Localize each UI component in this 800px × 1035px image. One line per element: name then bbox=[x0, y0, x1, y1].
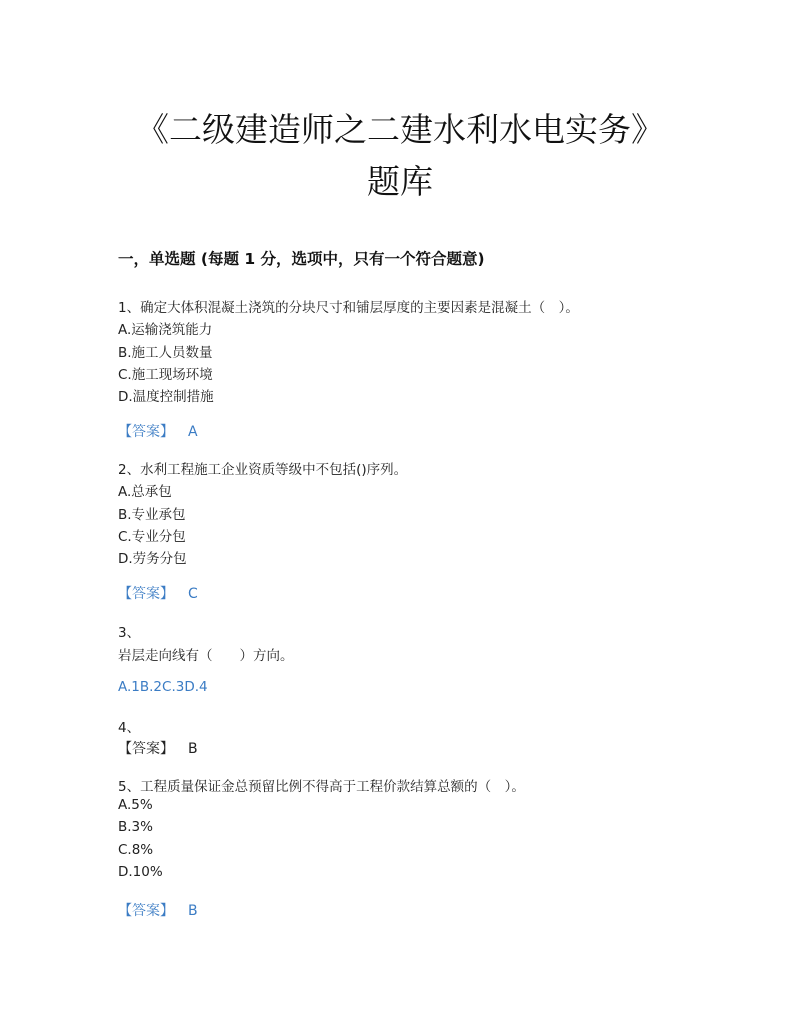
question-5-option-c: C.8% bbox=[118, 842, 154, 858]
answer-value: B bbox=[188, 741, 198, 757]
answer-label: 【答案】 bbox=[118, 903, 174, 919]
question-4-answer bbox=[118, 738, 198, 758]
answer-value: C bbox=[188, 586, 198, 602]
question-2-option-a: A.总承包 bbox=[118, 484, 172, 500]
question-2-option-d: D.劳务分包 bbox=[118, 551, 187, 567]
title-line-1: 《二级建造师之二建水利水电实务》 bbox=[136, 110, 664, 149]
question-2-answer bbox=[118, 583, 198, 603]
question-3-number: 3、 bbox=[118, 625, 141, 641]
question-5-option-d: D.10% bbox=[118, 864, 163, 880]
question-1-stem: 1、确定大体积混凝土浇筑的分块尺寸和铺层厚度的主要因素是混凝土（ ）。 bbox=[118, 300, 579, 316]
answer-value: B bbox=[188, 903, 198, 919]
answer-label: 【答案】 bbox=[118, 586, 174, 602]
question-1-option-d: D.温度控制措施 bbox=[118, 389, 214, 405]
question-2-option-b: B.专业承包 bbox=[118, 507, 186, 523]
question-2-option-c: C.专业分包 bbox=[118, 529, 186, 545]
question-5-option-b: B.3% bbox=[118, 819, 153, 835]
question-5-option-a: A.5% bbox=[118, 797, 153, 813]
question-1-option-a: A.运输浇筑能力 bbox=[118, 322, 213, 338]
question-4-number: 4、 bbox=[118, 720, 141, 736]
answer-label: 【答案】 bbox=[118, 424, 174, 440]
question-1-option-b: B.施工人员数量 bbox=[118, 345, 213, 361]
question-2-stem: 2、水利工程施工企业资质等级中不包括()序列。 bbox=[118, 462, 408, 478]
answer-value: A bbox=[188, 424, 198, 440]
title-line-2: 题库 bbox=[367, 162, 433, 201]
question-5-stem: 5、工程质量保证金总预留比例不得高于工程价款结算总额的（ ）。 bbox=[118, 779, 525, 795]
document-title bbox=[60, 104, 740, 208]
section-heading: 一，单选题 (每题 1 分，选项中，只有一个符合题意) bbox=[118, 250, 485, 268]
question-1-option-c: C.施工现场环境 bbox=[118, 367, 213, 383]
question-5-answer bbox=[118, 900, 198, 920]
question-3-options: A.1B.2C.3D.4 bbox=[118, 679, 208, 695]
question-1-answer bbox=[118, 421, 198, 441]
answer-label: 【答案】 bbox=[118, 741, 174, 757]
question-3-stem: 岩层走向线有（ ）方向。 bbox=[118, 648, 294, 664]
